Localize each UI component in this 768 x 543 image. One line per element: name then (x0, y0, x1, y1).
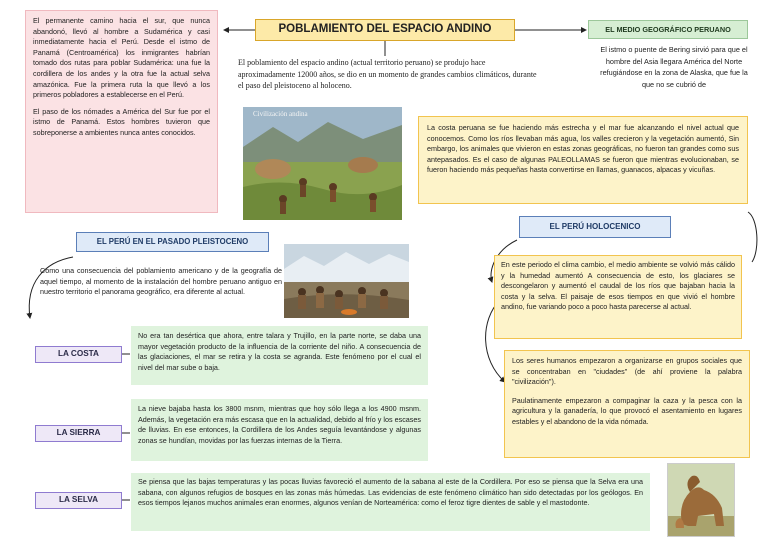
intro-text: El poblamiento del espacio andino (actual territorio peruano) se produjo hace aproximadamente 12000 años, se dio en un momento de grandes cambios climáticos, durante el paso del pleistoceno al holoceno. (238, 58, 537, 90)
geo-text: El istmo o puente de Bering sirvió para que el hombre del Asia llegara América del Norte refugiándose en la zona de Alaska, que fue la que no se cubrió de (600, 45, 748, 89)
civilizacion-p2: Paulatinamente empezaron a compaginar la caza y la pesca con la agricultura y la ganadería, lo que provocó el asentamiento en lugares estables y el abandono de la vida nómada. (512, 395, 742, 426)
left-route-p1: El permanente camino hacia el sur, que nunca abandonó, llevó al hombre a Sudamérica y casi inmediatamente hacia el Perú. Desde el istmo de Panamá (Centroamérica) los inmigrantes habrían tomado dos rutas para poblar Sudamérica: una fue la cordillera de los andes y la otra fue la actual selva amazónica. Fue la primera ruta la que llevó a los primeros pobladores a establecerse en el Perú. (33, 16, 210, 100)
megafauna-image (667, 463, 735, 537)
tag-sierra: LA SIERRA (35, 425, 122, 442)
left-route-box (25, 10, 218, 213)
civilization-caption: Civilización andina (253, 110, 308, 118)
pleistoceno-title: EL PERÚ EN EL PASADO PLEISTOCENO (76, 232, 269, 252)
sierra-box: La nieve bajaba hasta los 3800 msnm, mientras que hoy sólo llega a los 4900 msnm. Además, la vegetación era más escasa que en la actualidad, debido al frío y los escases de lluvias. En ese entonces, la Cordillera de los Andes seguía levantándose y algunas zonas se hundían, movidas por las fuerzas internas de la Tierra. (131, 399, 428, 461)
left-route-p2: El paso de los nómades a América del Sur fue por el istmo de Panamá. Estos hombres tuvieron que sobreponerse a ambientes nunca antes conocidos. (33, 106, 210, 137)
tag-costa: LA COSTA (35, 346, 122, 363)
selva-box: Se piensa que las bajas temperaturas y las pocas lluvias favoreció el aumento de la sabana al este de la Cordillera. Por eso se piensa que la Selva era una sabana, con algunos refugios de bosques en las zonas más húmedas. Las evidencias de este fenómeno climático han sido detectadas por los geólogos. En esos tiempos lejanos muchos animales eran enormes, algunos venían de Norteamérica: como el feroz tigre dientes de sable y el mastodonte. (131, 473, 650, 531)
tag-selva: LA SELVA (35, 492, 122, 509)
civilizacion-box (504, 350, 750, 458)
holoceno-box: En este periodo el clima cambio, el medio ambiente se volvió más cálido y la humedad aumentó A consecuencia de esto, los glaciares se descongelaron y aumentó el caudal de los ríos que bajaban hacia la costa y la selva. El paisaje de esos tiempos en que vivió el hombre andino, fue variando poco a poco hasta parecerse al actual. (494, 255, 742, 339)
civilizacion-p1: Los seres humanos empezaron a organizarse en grupos sociales que se concentraban en "ciudades" (de ahí proviene la palabra "civilización"). (512, 356, 742, 387)
line-geo-holoceno (748, 212, 757, 262)
coast-change-box: La costa peruana se fue haciendo más estrecha y el mar fue alcanzando el nivel actual que conocemos. Como los ríos llevaban más agua, los valles crecieron y la vegetación aumentó, Sin embargo, los animales que vivieron en estas zonas geográficas, no fueron tan grandes como sus antepasados. Es el caso de algunas PALEOLLAMAS se fueron que mientras evolucionaban, se fueron haciendo más pequeñas hasta convertirse en llamas, guanacos, alpacas y vicuñas. (418, 116, 748, 204)
holoceno-title: EL PERÚ HOLOCENICO (519, 216, 671, 238)
pleistoceno-text: Como una consecuencia del poblamiento americano y de la geografía de aquel tiempo, al momento de la instalación del hombre peruano antiguo en nuestro territorio el panorama geográfico, era diferente al actual. (40, 266, 282, 297)
civilization-image (243, 107, 402, 220)
ancient-people-image (284, 244, 409, 318)
geo-title: EL MEDIO GEOGRÁFICO PERUANO (588, 20, 748, 39)
costa-box: No era tan desértica que ahora, entre talara y Trujillo, en la parte norte, se daba una mayor vegetación producto de la influencia de la corriente del niño. A consecuencia de las glaciaciones, el mar se retira y la costa se agranda. Este fenómeno por el cual el nivel del mar sube o baja. (131, 326, 428, 385)
main-title: POBLAMIENTO DEL ESPACIO ANDINO (255, 19, 515, 41)
